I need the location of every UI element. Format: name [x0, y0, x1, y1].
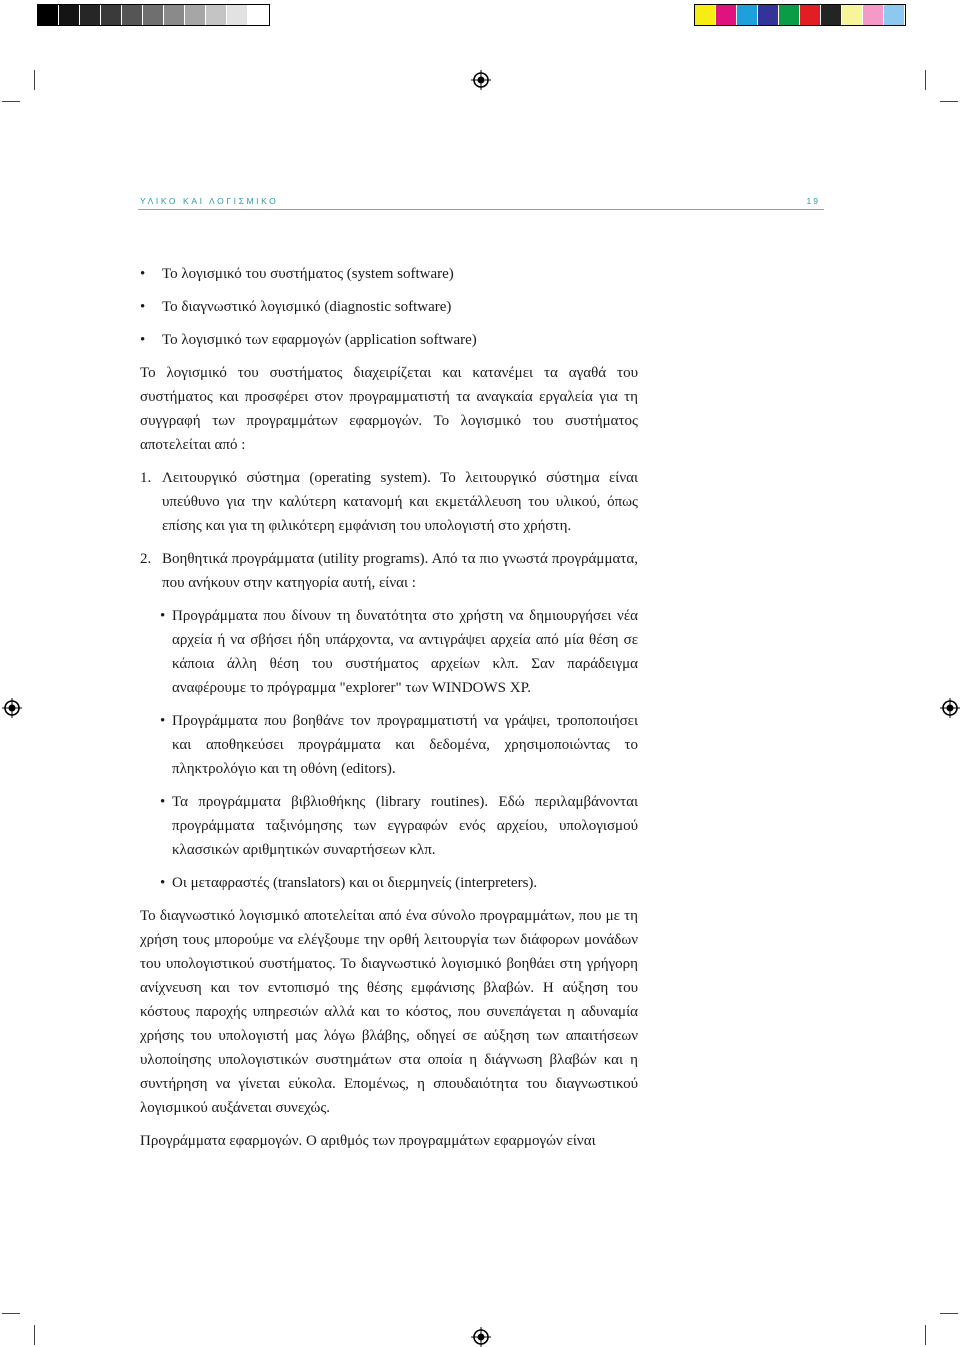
sub-list-item: • Προγράμματα που δίνουν τη δυνατότητα στο χρήστη να δημιουργήσει νέα αρχεία ή να σβήσει ήδη υπάρχοντα, να αντιγράψει αρχεία από μία θέση σε κάποια άλλη θέση του συστήματος αρχείων κλπ. Σαν παράδειγμα αναφέρουμε το πρόγραμμα "explorer" των WINDOWS XP. — [140, 604, 638, 700]
list-item: • Το λογισμικό των εφαρμογών (application software) — [140, 328, 638, 352]
numbered-item: 1. Λειτουργικό σύστημα (operating system). Το λειτουργικό σύστημα είναι υπεύθυνο για την καλύτερη κατανομή και εκμετάλλευση του υλικού, όπως επίσης και για τη φιλικότερη εμφάνιση του υπολογιστή στο χρήστη. — [140, 470, 638, 534]
list-item: • Το διαγνωστικό λογισμικό (diagnostic software) — [140, 295, 638, 319]
registration-mark-icon — [940, 698, 960, 718]
paragraph-system-software: Το λογισμικό του συστήματος διαχειρίζεται και κατανέμει τα αγαθά του συστήματος και προσφέρει στον προγραμματιστή τα αναγκαία εργαλεία για τη συγγραφή των προγραμμάτων εφαρμογών. Το λογισμικό του συστήματος αποτελείται από : — [140, 365, 638, 453]
color-swatch — [884, 5, 905, 25]
chapter-title: ΥΛΙΚΟ ΚΑΙ ΛΟΓΙΣΜΙΚΟ — [140, 196, 279, 206]
crop-mark — [940, 1313, 958, 1314]
crop-mark — [34, 1325, 35, 1345]
color-swatch — [185, 5, 206, 25]
color-swatch — [821, 5, 842, 25]
color-swatch — [164, 5, 185, 25]
color-swatch — [716, 5, 737, 25]
bullet-icon: • — [140, 266, 146, 282]
sub-list-item: • Οι μεταφραστές (translators) και οι διερμηνείς (interpreters). — [140, 871, 638, 895]
crop-mark — [2, 1313, 20, 1314]
crop-mark — [925, 70, 926, 90]
registration-mark-icon — [471, 70, 491, 90]
color-swatch — [842, 5, 863, 25]
header-rule — [138, 209, 824, 210]
crop-mark — [2, 101, 20, 102]
color-swatch — [695, 5, 716, 25]
crop-mark — [925, 1325, 926, 1345]
color-swatch — [38, 5, 59, 25]
bullet-icon: • — [140, 299, 146, 315]
color-swatch — [779, 5, 800, 25]
color-swatch — [737, 5, 758, 25]
process-color-bar — [694, 4, 906, 26]
color-swatch — [143, 5, 164, 25]
page-body — [140, 262, 638, 1162]
color-swatch — [863, 5, 884, 25]
color-swatch — [800, 5, 821, 25]
color-swatch — [227, 5, 248, 25]
paragraph-application-software: Προγράμματα εφαρμογών. Ο αριθμός των προγραμμάτων εφαρμογών είναι — [140, 1133, 596, 1149]
color-swatch — [758, 5, 779, 25]
list-item: • Το λογισμικό του συστήματος (system software) — [140, 262, 638, 286]
grayscale-color-bar — [37, 4, 270, 26]
running-head — [140, 196, 824, 206]
bullet-icon: • — [160, 713, 166, 729]
registration-mark-icon — [471, 1327, 491, 1347]
page-number: 19 — [806, 196, 820, 206]
sub-list-item: • Προγράμματα που βοηθάνε τον προγραμματιστή να γράψει, τροποποιήσει και αποθηκεύσει προγράμματα και δεδομένα, χρησιμοποιώντας το πληκτρολόγιο και τη οθόνη (editors). — [140, 709, 638, 781]
sub-list-item: • Τα προγράμματα βιβλιοθήκης (library routines). Εδώ περιλαμβάνονται προγράμματα ταξινόμησης των εγγραφών ενός αρχείου, υπολογισμού κλασσικών αριθμητικών συναρτήσεων κλπ. — [140, 790, 638, 862]
color-swatch — [59, 5, 80, 25]
bullet-icon: • — [160, 608, 166, 624]
paragraph-diagnostic-software: Το διαγνωστικό λογισμικό αποτελείται από ένα σύνολο προγραμμάτων, που με τη χρήση τους μπορούμε να ελέγξουμε την ορθή λειτουργία των διάφορων μονάδων του υπολογιστικού συστήματος. Το διαγνωστικό λογισμικό βοηθάει στη γρήγορη ανίχνευση και τον εντοπισμό της θέσης εμφάνισης βλαβών. Η αύξηση του κόστους παροχής υπηρεσιών αλλά και το κόστος, που συνεπάγεται η αδυναμία χρήσης του υπολογιστή μας λόγω βλάβης, οδηγεί σε αύξηση των απαιτήσεων υλοποίησης υπολογιστικών συστημάτων στα οποία η διάγνωση βλαβών και η συντήρηση να γίνεται εύκολα. Επομένως, η σπουδαιότητα του διαγνωστικού λογισμικού αυξάνεται συνεχώς. — [140, 908, 638, 1116]
bullet-icon: • — [160, 875, 166, 891]
color-swatch — [101, 5, 122, 25]
crop-mark — [34, 70, 35, 90]
registration-mark-icon — [2, 698, 22, 718]
numbered-item: 2. Βοηθητικά προγράμματα (utility programs). Από τα πιο γνωστά προγράμματα, που ανήκουν στην κατηγορία αυτή, είναι : — [140, 551, 638, 591]
color-swatch — [80, 5, 101, 25]
crop-mark — [940, 101, 958, 102]
bullet-icon: • — [140, 332, 146, 348]
color-swatch — [248, 5, 269, 25]
color-swatch — [206, 5, 227, 25]
bullet-icon: • — [160, 794, 166, 810]
color-swatch — [122, 5, 143, 25]
